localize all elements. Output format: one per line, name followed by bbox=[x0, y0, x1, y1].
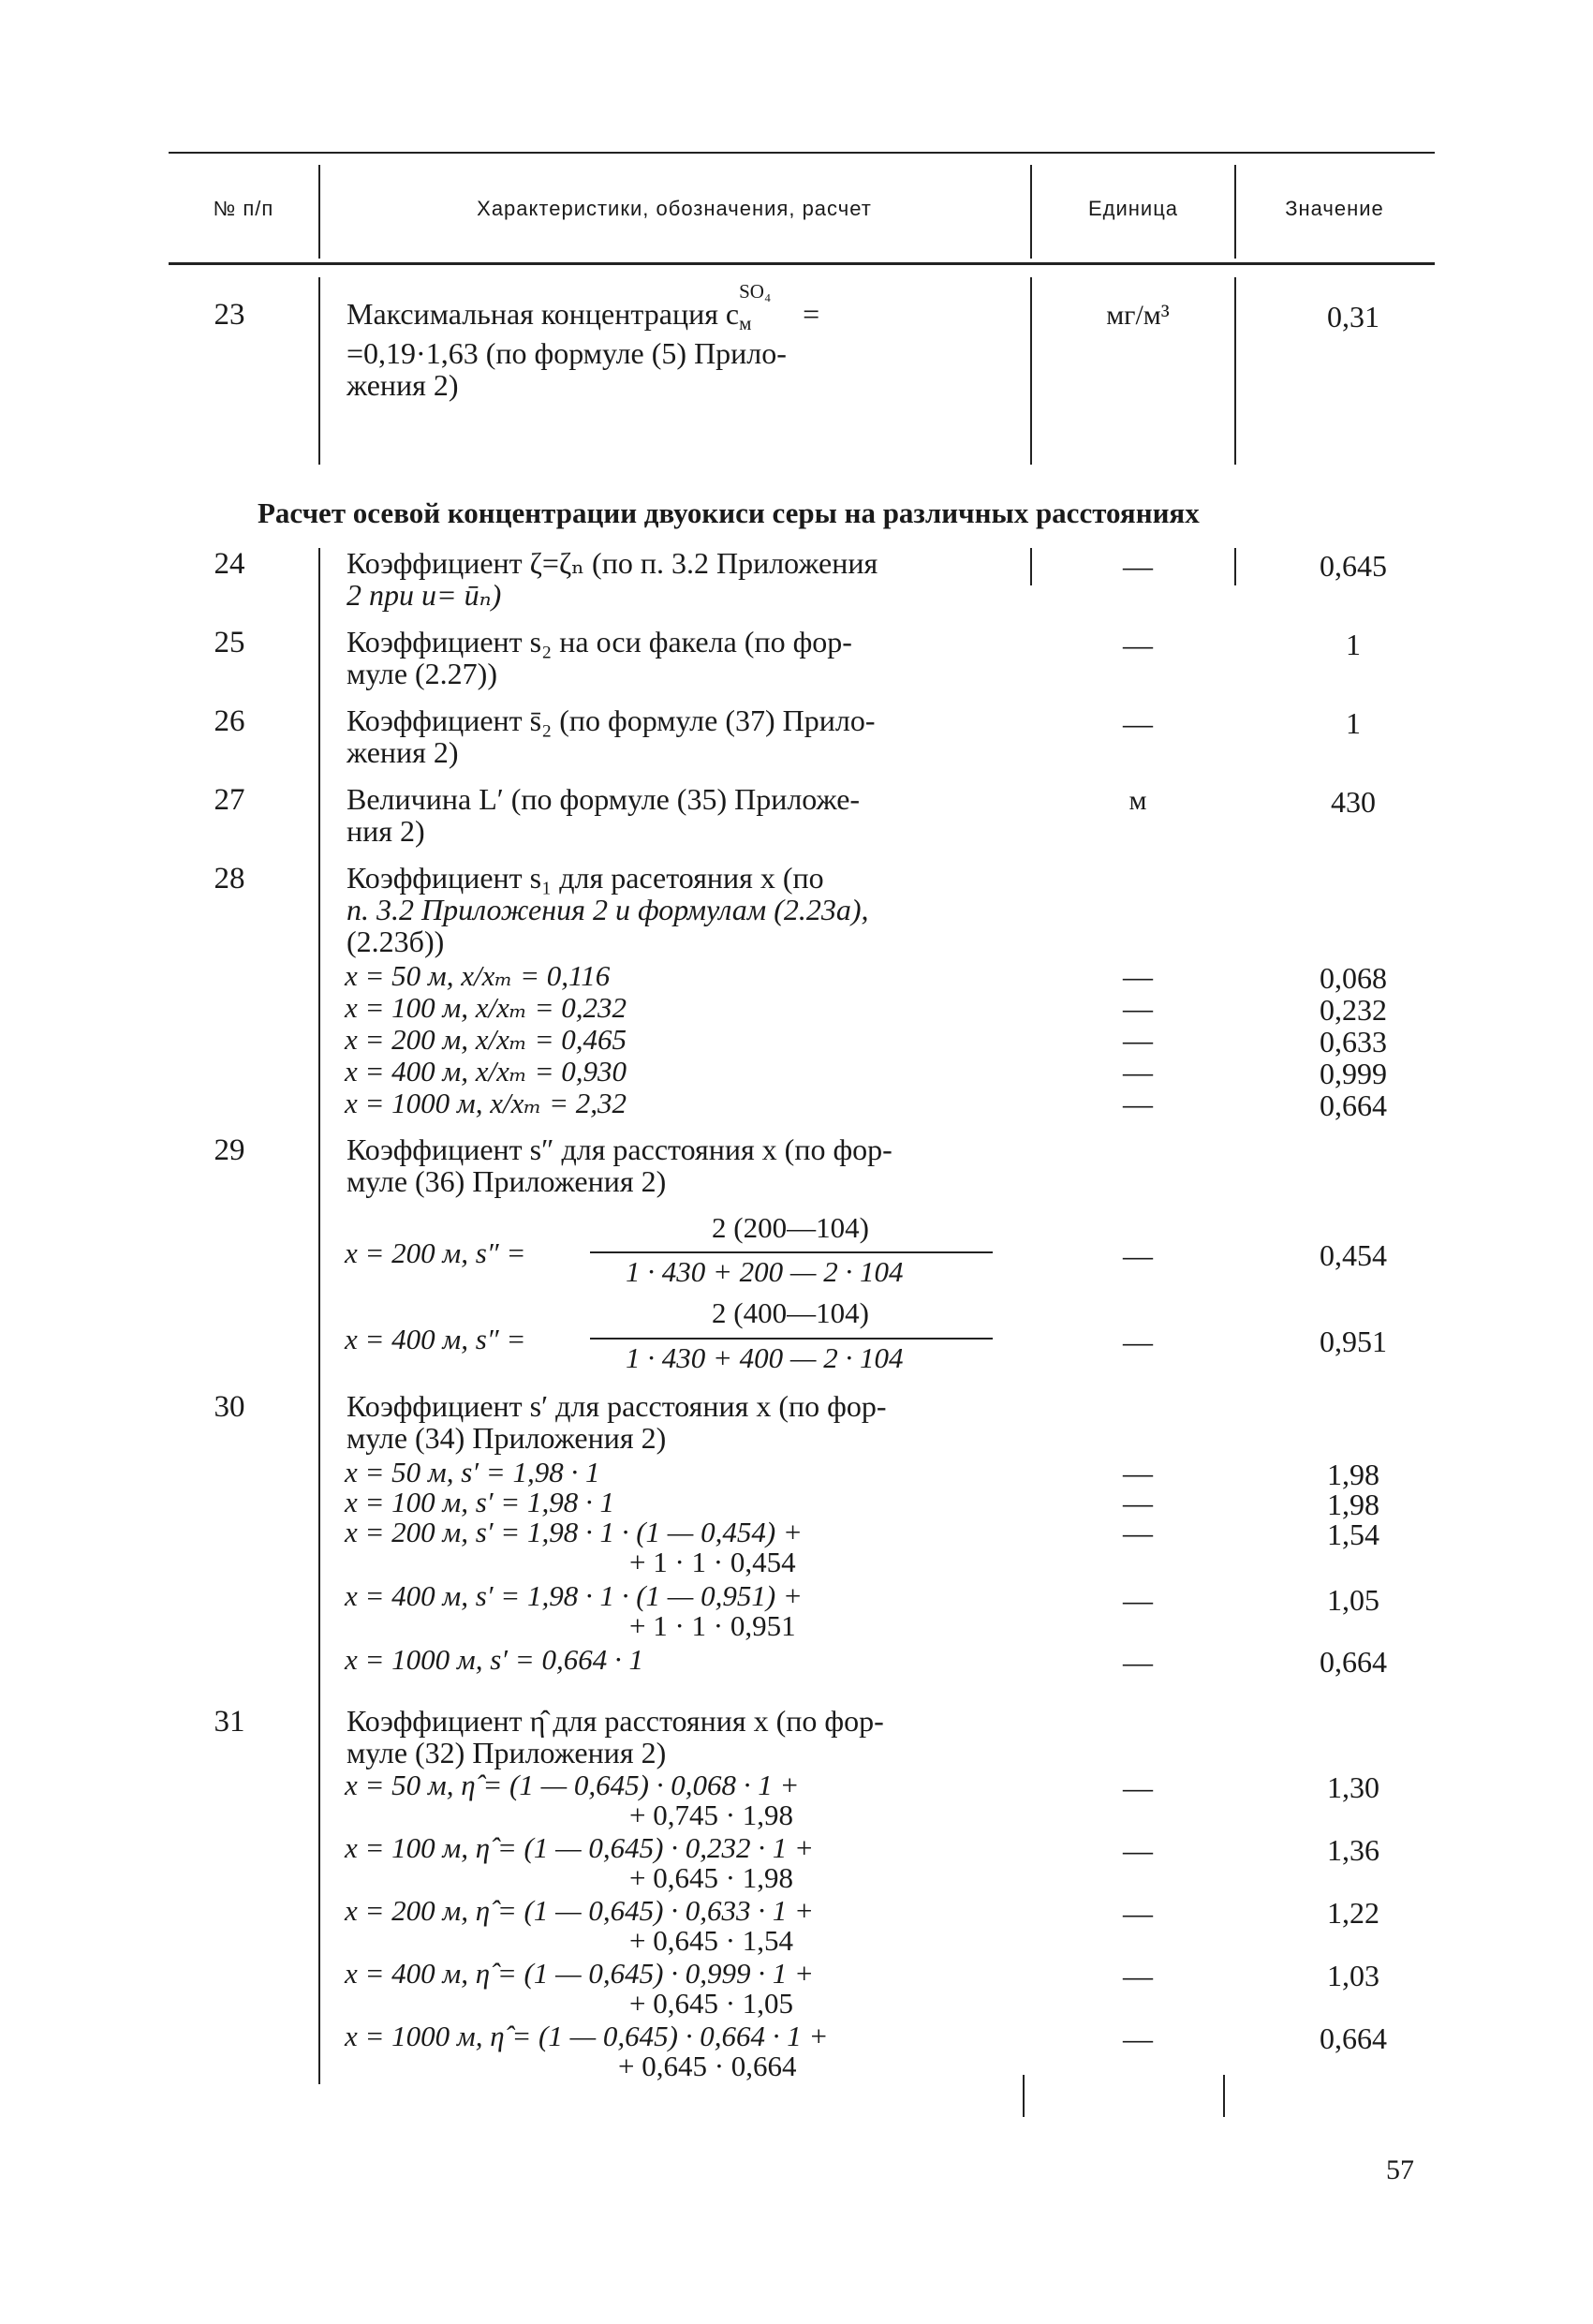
row-31-line-4: x = 400 м, η̂ = (1 — 0,645) · 0,999 · 1 + bbox=[345, 1957, 814, 1990]
row-26-description: Коэффициент s̄₂ (по формуле (37) Прило- жения 2) bbox=[347, 703, 876, 769]
body-separator-value-upper bbox=[1234, 277, 1236, 465]
row-28-line-3-dash: — bbox=[1123, 1023, 1153, 1057]
header-separator-1 bbox=[318, 165, 320, 259]
header-bottom-rule bbox=[169, 262, 1435, 265]
row-30-line-2-dash: — bbox=[1123, 1486, 1153, 1519]
header-separator-2 bbox=[1030, 165, 1032, 259]
row-28-line-3-value: 0,633 bbox=[1320, 1025, 1387, 1058]
top-rule bbox=[169, 152, 1435, 154]
row-30-line-1-dash: — bbox=[1123, 1456, 1153, 1489]
row-25-description: Коэффициент s₂ на оси факела (по фор- муле (2.27)) bbox=[347, 625, 852, 690]
row-28-line-2: x = 100 м, x/xₘ = 0,232 bbox=[345, 991, 627, 1024]
row-30-line-1: x = 50 м, s′ = 1,98 · 1 bbox=[345, 1456, 600, 1488]
row-31-line-1-dash: — bbox=[1123, 1770, 1153, 1804]
row-29-formula-2-lhs: x = 400 м, s″ = bbox=[345, 1323, 526, 1355]
row-24-value: 0,645 bbox=[1320, 549, 1387, 583]
row-30-line-5-dash: — bbox=[1123, 1645, 1153, 1679]
header-unit: Единица bbox=[1087, 197, 1179, 220]
row-28-line-4-dash: — bbox=[1123, 1055, 1153, 1088]
row-27-number: 27 bbox=[214, 783, 245, 817]
row-30-line-4-continuation: + 1 · 1 · 0,951 bbox=[629, 1609, 796, 1642]
body-separator-value-bottom bbox=[1223, 2075, 1225, 2117]
row-31-line-4-dash: — bbox=[1123, 1959, 1153, 1992]
header-value: Значение bbox=[1285, 197, 1384, 220]
row-30-line-5: x = 1000 м, s′ = 0,664 · 1 bbox=[345, 1643, 643, 1676]
row-29-formula-2-bar bbox=[590, 1338, 993, 1340]
row-28-line-5: x = 1000 м, x/xₘ = 2,32 bbox=[345, 1087, 627, 1119]
row-30-line-2-value: 1,98 bbox=[1327, 1488, 1379, 1521]
row-25-dash: — bbox=[1123, 628, 1153, 661]
row-29-number: 29 bbox=[214, 1133, 245, 1167]
row-29-formula-1-value: 0,454 bbox=[1320, 1238, 1387, 1272]
row-31-line-3-continuation: + 0,645 · 1,54 bbox=[629, 1924, 794, 1957]
row-29-formula-2-denominator: 1 · 430 + 400 — 2 · 104 bbox=[626, 1341, 904, 1374]
row-28-line-5-value: 0,664 bbox=[1320, 1088, 1387, 1122]
row-23-unit: мг/м³ bbox=[1106, 300, 1170, 331]
row-26-number: 26 bbox=[214, 704, 245, 738]
row-30-description: Коэффициент s′ для расстояния x (по фор- муле (34) Приложения 2) bbox=[347, 1389, 887, 1455]
header-description: Характеристики, обозначения, расчет bbox=[477, 197, 872, 220]
row-30-line-4: x = 400 м, s′ = 1,98 · 1 · (1 — 0,951) + bbox=[345, 1579, 803, 1612]
row-29-formula-1-denominator: 1 · 430 + 200 — 2 · 104 bbox=[626, 1255, 904, 1288]
row-28-line-4-value: 0,999 bbox=[1320, 1057, 1387, 1090]
row-30-line-2: x = 100 м, s′ = 1,98 · 1 bbox=[345, 1486, 614, 1518]
row-29-formula-1-numerator: 2 (200—104) bbox=[712, 1211, 869, 1244]
row-31-line-2-dash: — bbox=[1123, 1833, 1153, 1867]
row-23-description: Максимальная концентрация c SO₄ м = =0,19·1,63 (по формуле (5) Прило- жения 2) bbox=[347, 280, 820, 402]
body-separator-value-lower bbox=[1234, 548, 1236, 585]
body-separator-desc-upper bbox=[318, 277, 320, 465]
row-24-dash: — bbox=[1123, 549, 1153, 583]
row-28-line-4: x = 400 м, x/xₘ = 0,930 bbox=[345, 1055, 627, 1088]
row-28-line-1-dash: — bbox=[1123, 959, 1153, 993]
row-31-line-2: x = 100 м, η̂ = (1 — 0,645) · 0,232 · 1 + bbox=[345, 1831, 814, 1864]
body-separator-unit-bottom bbox=[1023, 2075, 1025, 2117]
row-28-number: 28 bbox=[214, 862, 245, 896]
row-27-description: Величина L′ (по формуле (35) Приложе- ния 2) bbox=[347, 782, 861, 848]
row-31-line-3-value: 1,22 bbox=[1327, 1896, 1379, 1930]
body-separator-unit-upper bbox=[1030, 277, 1032, 465]
row-31-line-1-value: 1,30 bbox=[1327, 1770, 1379, 1804]
row-28-description: Коэффициент s₁ для расетояния x (по п. 3.2 Приложения 2 и формулам (2.23а), (2.23б)) bbox=[347, 861, 869, 958]
row-31-line-5-continuation: + 0,645 · 0,664 bbox=[618, 2050, 797, 2082]
row-27-unit: м bbox=[1128, 785, 1147, 816]
row-31-line-4-value: 1,03 bbox=[1327, 1959, 1379, 1992]
row-29-formula-1-dash: — bbox=[1123, 1238, 1153, 1272]
body-separator-unit-lower bbox=[1030, 548, 1032, 585]
row-30-line-3: x = 200 м, s′ = 1,98 · 1 · (1 — 0,454) + bbox=[345, 1516, 803, 1548]
row-25-value: 1 bbox=[1346, 628, 1361, 661]
row-31-description: Коэффициент η̂ для расстояния x (по фор- муле (32) Приложения 2) bbox=[347, 1704, 884, 1769]
row-31-line-3-dash: — bbox=[1123, 1896, 1153, 1930]
row-31-line-5-dash: — bbox=[1123, 2021, 1153, 2055]
row-30-line-3-continuation: + 1 · 1 · 0,454 bbox=[629, 1546, 796, 1578]
row-28-line-5-dash: — bbox=[1123, 1087, 1153, 1120]
row-31-line-3: x = 200 м, η̂ = (1 — 0,645) · 0,633 · 1 + bbox=[345, 1894, 814, 1927]
row-31-number: 31 bbox=[214, 1705, 245, 1739]
header-separator-3 bbox=[1234, 165, 1236, 259]
row-30-number: 30 bbox=[214, 1390, 245, 1424]
header-number: № п/п bbox=[213, 197, 274, 220]
row-27-value: 430 bbox=[1331, 785, 1376, 819]
row-30-line-4-dash: — bbox=[1123, 1583, 1153, 1617]
row-28-line-1-value: 0,068 bbox=[1320, 961, 1387, 995]
row-29-formula-2-value: 0,951 bbox=[1320, 1325, 1387, 1358]
row-23-value: 0,31 bbox=[1327, 300, 1379, 333]
row-30-line-3-value: 1,54 bbox=[1327, 1517, 1379, 1551]
row-29-formula-1-bar bbox=[590, 1251, 993, 1253]
row-29-formula-2-numerator: 2 (400—104) bbox=[712, 1296, 869, 1329]
row-31-line-5-value: 0,664 bbox=[1320, 2021, 1387, 2055]
row-29-formula-1-lhs: x = 200 м, s″ = bbox=[345, 1236, 526, 1269]
row-31-line-1-continuation: + 0,745 · 1,98 bbox=[629, 1799, 794, 1831]
row-24-description: Коэффициент ζ=ζₙ (по п. 3.2 Приложения 2 при u= ūₙ) bbox=[347, 546, 878, 612]
row-28-line-1: x = 50 м, x/xₘ = 0,116 bbox=[345, 959, 611, 992]
row-30-line-5-value: 0,664 bbox=[1320, 1645, 1387, 1679]
row-26-value: 1 bbox=[1346, 706, 1361, 740]
row-24-number: 24 bbox=[214, 547, 245, 581]
row-29-description: Коэффициент s″ для расстояния x (по фор- муле (36) Приложения 2) bbox=[347, 1132, 892, 1198]
row-30-line-3-dash: — bbox=[1123, 1516, 1153, 1549]
row-26-dash: — bbox=[1123, 706, 1153, 740]
page-number: 57 bbox=[1386, 2154, 1414, 2185]
row-31-line-4-continuation: + 0,645 · 1,05 bbox=[629, 1987, 794, 2020]
row-25-number: 25 bbox=[214, 626, 245, 659]
row-31-line-2-continuation: + 0,645 · 1,98 bbox=[629, 1861, 794, 1894]
row-31-line-5: x = 1000 м, η̂ = (1 — 0,645) · 0,664 · 1 + bbox=[345, 2020, 829, 2052]
row-28-line-3: x = 200 м, x/xₘ = 0,465 bbox=[345, 1023, 627, 1056]
section-title: Расчет осевой концентрации двуокиси серы на различных расстояниях bbox=[258, 496, 1200, 529]
row-31-line-2-value: 1,36 bbox=[1327, 1833, 1379, 1867]
row-29-formula-2-dash: — bbox=[1123, 1325, 1153, 1358]
row-28-line-2-dash: — bbox=[1123, 991, 1153, 1025]
row-23-number: 23 bbox=[214, 298, 245, 332]
body-separator-desc-lower bbox=[318, 548, 320, 2084]
row-30-line-4-value: 1,05 bbox=[1327, 1583, 1379, 1617]
row-30-line-1-value: 1,98 bbox=[1327, 1458, 1379, 1491]
row-31-line-1: x = 50 м, η̂ = (1 — 0,645) · 0,068 · 1 + bbox=[345, 1769, 800, 1801]
row-28-line-2-value: 0,232 bbox=[1320, 993, 1387, 1027]
